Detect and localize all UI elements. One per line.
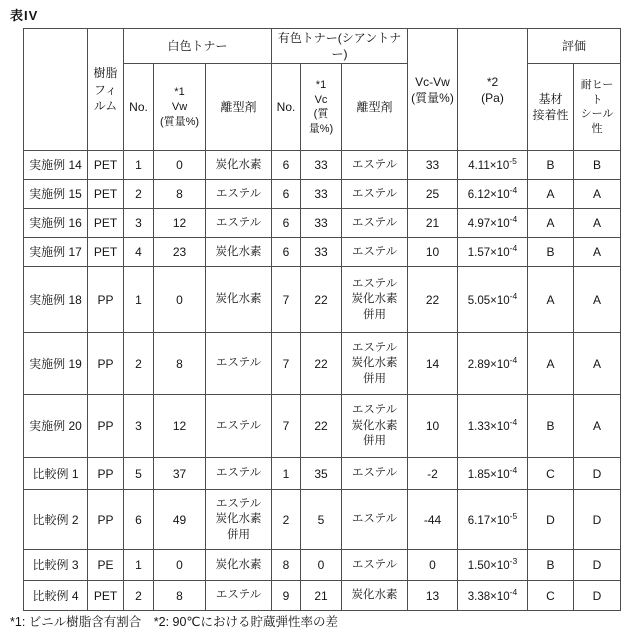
table-row <box>24 267 621 333</box>
cell-white-no: 1 <box>124 267 154 333</box>
col-header-white-no: No. <box>124 64 154 151</box>
cell-color-release: エステル <box>342 238 408 267</box>
cell-color-no: 2 <box>272 490 301 550</box>
cell-color-vc: 35 <box>301 458 342 490</box>
cell-white-release: エステル <box>206 395 272 458</box>
cell-diff: 0 <box>408 550 458 581</box>
corner-cell <box>24 29 88 151</box>
cell-film: PET <box>88 581 124 611</box>
cell-adhesion: A <box>528 180 574 209</box>
cell-film: PP <box>88 267 124 333</box>
cell-film: PP <box>88 395 124 458</box>
cell-label: 実施例 16 <box>24 209 88 238</box>
cell-color-no: 9 <box>272 581 301 611</box>
cell-heatseal: A <box>574 209 621 238</box>
cell-color-no: 6 <box>272 151 301 180</box>
col-header-color-release: 離型剤 <box>342 64 408 151</box>
cell-heatseal: A <box>574 180 621 209</box>
col-header-color-no: No. <box>272 64 301 151</box>
cell-adhesion: B <box>528 395 574 458</box>
cell-color-release: エステル 炭化水素 併用 <box>342 395 408 458</box>
cell-color-vc: 5 <box>301 490 342 550</box>
cell-white-vw: 0 <box>154 267 206 333</box>
cell-white-release: エステル <box>206 458 272 490</box>
cell-film: PET <box>88 238 124 267</box>
cell-white-no: 2 <box>124 180 154 209</box>
cell-color-release: エステル <box>342 490 408 550</box>
col-group-white-toner: 白色トナー <box>124 29 272 64</box>
cell-white-no: 2 <box>124 581 154 611</box>
cell-white-vw: 37 <box>154 458 206 490</box>
cell-adhesion: A <box>528 333 574 395</box>
cell-film: PP <box>88 458 124 490</box>
cell-film: PET <box>88 151 124 180</box>
cell-heatseal: D <box>574 490 621 550</box>
cell-white-release: エステル <box>206 209 272 238</box>
cell-white-vw: 12 <box>154 395 206 458</box>
cell-adhesion: C <box>528 458 574 490</box>
cell-label: 実施例 18 <box>24 267 88 333</box>
cell-adhesion: B <box>528 550 574 581</box>
cell-modulus: $6.17\times 10^{-5}$ <box>458 490 528 550</box>
cell-color-no: 6 <box>272 180 301 209</box>
cell-label: 比較例 4 <box>24 581 88 611</box>
cell-white-vw: 12 <box>154 209 206 238</box>
table-row <box>24 550 621 581</box>
col-header-color-vc: *1 Vc (質量%) <box>301 64 342 151</box>
cell-heatseal: D <box>574 581 621 611</box>
cell-diff: -44 <box>408 490 458 550</box>
cell-adhesion: B <box>528 238 574 267</box>
cell-color-vc: 22 <box>301 267 342 333</box>
cell-white-no: 3 <box>124 395 154 458</box>
cell-color-release: エステル <box>342 550 408 581</box>
cell-diff: 21 <box>408 209 458 238</box>
col-header-white-vw: *1 Vw (質量%) <box>154 64 206 151</box>
cell-adhesion: A <box>528 267 574 333</box>
col-header-resin-film: 樹脂 フィルム <box>88 29 124 151</box>
cell-heatseal: B <box>574 151 621 180</box>
cell-white-release: 炭化水素 <box>206 550 272 581</box>
cell-color-vc: 33 <box>301 151 342 180</box>
cell-white-release: エステル <box>206 333 272 395</box>
cell-heatseal: A <box>574 238 621 267</box>
table-row <box>24 333 621 395</box>
col-group-color-toner: 有色トナー(シアントナー) <box>272 29 408 64</box>
cell-modulus: $1.33\times 10^{-4}$ <box>458 395 528 458</box>
cell-label: 実施例 20 <box>24 395 88 458</box>
col-header-modulus-pa: *2 (Pa) <box>458 29 528 151</box>
cell-heatseal: D <box>574 458 621 490</box>
cell-modulus: $6.12\times 10^{-4}$ <box>458 180 528 209</box>
table-row <box>24 209 621 238</box>
cell-white-no: 6 <box>124 490 154 550</box>
table-row <box>24 581 621 611</box>
cell-white-release: エステル 炭化水素 併用 <box>206 490 272 550</box>
data-table <box>23 28 621 611</box>
cell-modulus: $2.89\times 10^{-4}$ <box>458 333 528 395</box>
col-header-vc-minus-vw: Vc-Vw (質量%) <box>408 29 458 151</box>
cell-color-no: 7 <box>272 333 301 395</box>
table-row <box>24 490 621 550</box>
table-row <box>24 458 621 490</box>
cell-film: PP <box>88 333 124 395</box>
cell-diff: 13 <box>408 581 458 611</box>
cell-modulus: $1.50\times 10^{-3}$ <box>458 550 528 581</box>
cell-diff: 33 <box>408 151 458 180</box>
cell-color-release: エステル <box>342 209 408 238</box>
col-group-evaluation: 評価 <box>528 29 621 64</box>
cell-white-no: 2 <box>124 333 154 395</box>
cell-white-no: 1 <box>124 550 154 581</box>
cell-color-no: 6 <box>272 238 301 267</box>
cell-film: PET <box>88 209 124 238</box>
cell-color-vc: 0 <box>301 550 342 581</box>
cell-adhesion: D <box>528 490 574 550</box>
cell-white-release: 炭化水素 <box>206 267 272 333</box>
cell-label: 比較例 1 <box>24 458 88 490</box>
cell-color-no: 7 <box>272 395 301 458</box>
cell-color-vc: 33 <box>301 209 342 238</box>
col-header-adhesion: 基材 接着性 <box>528 64 574 151</box>
cell-color-vc: 22 <box>301 395 342 458</box>
cell-heatseal: A <box>574 395 621 458</box>
cell-color-vc: 33 <box>301 238 342 267</box>
cell-film: PET <box>88 180 124 209</box>
cell-diff: 14 <box>408 333 458 395</box>
cell-color-no: 6 <box>272 209 301 238</box>
cell-diff: -2 <box>408 458 458 490</box>
cell-color-release: 炭化水素 <box>342 581 408 611</box>
cell-heatseal: A <box>574 267 621 333</box>
header-row-groups <box>24 29 621 64</box>
cell-adhesion: A <box>528 209 574 238</box>
page-title: 表IV <box>10 8 39 23</box>
cell-label: 実施例 15 <box>24 180 88 209</box>
cell-color-release: エステル 炭化水素 併用 <box>342 267 408 333</box>
table-row <box>24 151 621 180</box>
cell-color-vc: 21 <box>301 581 342 611</box>
cell-modulus: $1.85\times 10^{-4}$ <box>458 458 528 490</box>
cell-color-no: 8 <box>272 550 301 581</box>
cell-color-vc: 22 <box>301 333 342 395</box>
footnote: *1: ビニル樹脂含有割合 *2: 90℃における貯蔵弾性率の差 <box>10 615 338 629</box>
cell-modulus: $4.97\times 10^{-4}$ <box>458 209 528 238</box>
cell-color-release: エステル <box>342 458 408 490</box>
table-row <box>24 180 621 209</box>
cell-white-vw: 0 <box>154 151 206 180</box>
cell-diff: 22 <box>408 267 458 333</box>
cell-white-no: 5 <box>124 458 154 490</box>
cell-heatseal: A <box>574 333 621 395</box>
cell-modulus: $4.11\times 10^{-5}$ <box>458 151 528 180</box>
cell-heatseal: D <box>574 550 621 581</box>
cell-white-vw: 8 <box>154 180 206 209</box>
cell-diff: 25 <box>408 180 458 209</box>
cell-white-release: エステル <box>206 581 272 611</box>
cell-white-no: 1 <box>124 151 154 180</box>
cell-white-vw: 8 <box>154 333 206 395</box>
cell-label: 実施例 14 <box>24 151 88 180</box>
cell-adhesion: C <box>528 581 574 611</box>
cell-white-vw: 49 <box>154 490 206 550</box>
cell-film: PE <box>88 550 124 581</box>
col-header-white-release: 離型剤 <box>206 64 272 151</box>
cell-white-no: 4 <box>124 238 154 267</box>
cell-diff: 10 <box>408 395 458 458</box>
cell-diff: 10 <box>408 238 458 267</box>
cell-white-vw: 23 <box>154 238 206 267</box>
cell-white-release: 炭化水素 <box>206 238 272 267</box>
cell-color-release: エステル 炭化水素 併用 <box>342 333 408 395</box>
table-row <box>24 238 621 267</box>
cell-modulus: $1.57\times 10^{-4}$ <box>458 238 528 267</box>
cell-adhesion: B <box>528 151 574 180</box>
table-row <box>24 395 621 458</box>
cell-white-vw: 8 <box>154 581 206 611</box>
cell-label: 実施例 19 <box>24 333 88 395</box>
cell-film: PP <box>88 490 124 550</box>
cell-label: 比較例 3 <box>24 550 88 581</box>
cell-white-vw: 0 <box>154 550 206 581</box>
cell-color-vc: 33 <box>301 180 342 209</box>
cell-label: 比較例 2 <box>24 490 88 550</box>
cell-color-no: 7 <box>272 267 301 333</box>
cell-color-no: 1 <box>272 458 301 490</box>
cell-white-release: エステル <box>206 180 272 209</box>
cell-label: 実施例 17 <box>24 238 88 267</box>
col-header-heatseal: 耐ヒート シール性 <box>574 64 621 151</box>
cell-modulus: $5.05\times 10^{-4}$ <box>458 267 528 333</box>
cell-color-release: エステル <box>342 180 408 209</box>
cell-white-no: 3 <box>124 209 154 238</box>
cell-color-release: エステル <box>342 151 408 180</box>
cell-white-release: 炭化水素 <box>206 151 272 180</box>
cell-modulus: $3.38\times 10^{-4}$ <box>458 581 528 611</box>
